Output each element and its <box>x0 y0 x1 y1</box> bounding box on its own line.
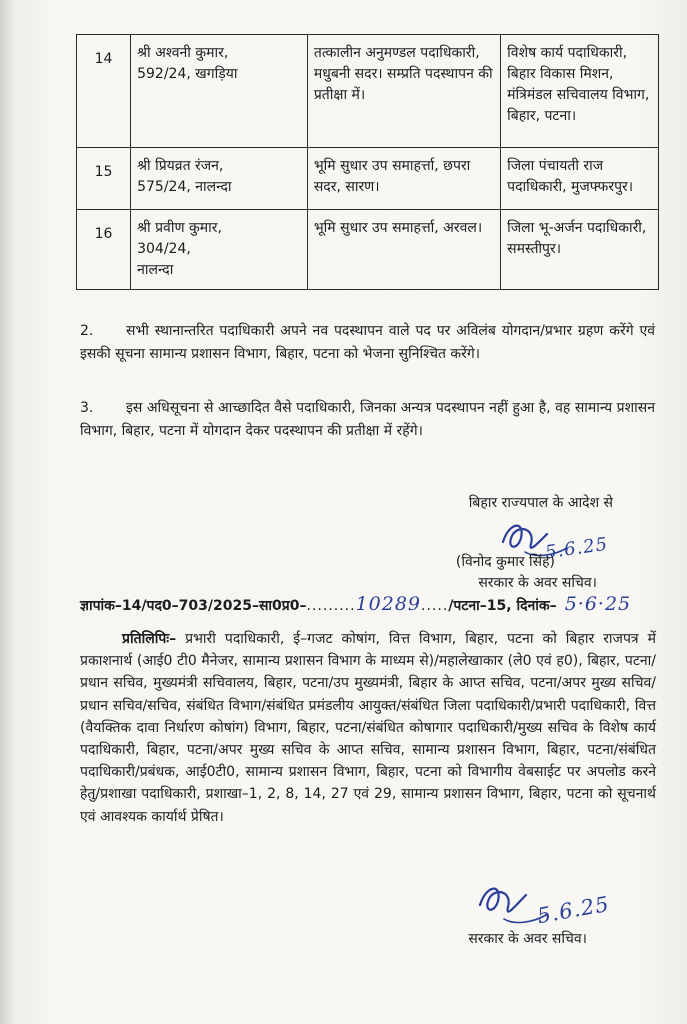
officer-batch-home: 575/24, नालन्दा <box>137 179 232 195</box>
officer-batch-home: 592/24, खगड़िया <box>137 66 238 82</box>
officer-home-district: नालन्दा <box>137 262 174 278</box>
signature-1-date: 5.6.25 <box>543 533 610 564</box>
officer-batch: 304/24, <box>137 241 191 257</box>
signature-2-designation: सरकार के अवर सचिव। <box>468 931 587 947</box>
paragraph-2 <box>80 320 655 365</box>
paragraph-number: 3. <box>80 400 94 416</box>
table-row <box>77 148 659 210</box>
table-row <box>77 210 659 290</box>
memo-place: /पटना–15, दिनांक– <box>448 598 557 614</box>
paragraph-3 <box>80 397 655 442</box>
current-post-cell: भूमि सुधार उप समाहर्त्ता, अरवल। <box>307 210 500 290</box>
scan-edge-shadow <box>0 0 14 1024</box>
memo-prefix: ज्ञापांक–14/पद0–703/2025–सा0प्र0– <box>80 598 307 614</box>
posting-table <box>76 34 659 290</box>
new-post-cell: विशेष कार्य पदाधिकारी, बिहार विकास मिशन, मंत्रिमंडल सचिवालय विभाग, बिहार, पटना। <box>501 35 659 148</box>
paragraph-number: 2. <box>80 323 94 339</box>
row-number: 16 <box>77 210 131 290</box>
signatory-designation: सरकार के अवर सचिव। <box>478 575 597 591</box>
officer-name: श्री प्रियव्रत रंजन, <box>137 158 224 174</box>
officer-name-cell <box>131 148 308 210</box>
table-row <box>77 35 659 148</box>
officer-name-cell <box>131 210 308 290</box>
paragraph-text: सभी स्थानान्तरित पदाधिकारी अपने नव पदस्थापन वाले पद पर अविलंब योगदान/प्रभार ग्रहण करेंगे एवं इसकी सूचना सामान्य प्रशासन विभाग, बिहार, पटना को भेजना सुनिश्चित करेंगे। <box>80 323 655 362</box>
memo-number: 10289 <box>355 593 422 615</box>
officer-name: श्री अश्वनी कुमार, <box>137 45 229 61</box>
row-number: 15 <box>77 148 131 210</box>
copy-to-paragraph <box>80 628 656 828</box>
copy-label: प्रतिलिपिः– <box>122 631 177 647</box>
row-number: 14 <box>77 35 131 148</box>
signature-2-date: 5.6.25 <box>535 891 612 929</box>
memo-dots-left: ......... <box>306 598 356 614</box>
copy-text: प्रभारी पदाधिकारी, ई–गजट कोषांग, वित्त विभाग, बिहार, पटना को बिहार राजपत्र में प्रकाशनार्थ (आई0 टी0 मैनेजर, सामान्य प्रशासन विभाग के माध्यम से)/महालेखाकार (ले0 एवं ह0), बिहार, पटना/ प्रधान सचिव, मुख्यमंत्री सचिवालय, बिहार, पटना/उप मुख्यमंत्री, बिहार के आप्त सचिव, पटना/अपर मुख्य सचिव/प्रधान सचिव/सचिव, संबंधित विभाग/संबंधित प्रमंडलीय आयुक्त/संबंधित जिला पदाधिकारी/प्रभारी पदाधिकारी, वित्त (वैयक्तिक दावा निर्धारण कोषांग) विभाग, बिहार, पटना/संबंधित कोषागार पदाधिकारी/मुख्य सचिव के विशेष कार्य पदाधिकारी, बिहार, पटना/अपर मुख्य सचिव के आप्त सचिव, सामान्य प्रशासन विभाग, बिहार, पटना/संबंधित पदाधिकारी/प्रबंधक, आई0टी0, सामान्य प्रशासन विभाग, बिहार, पटना को विभागीय वेबसाईट पर अपलोड करने हेतु/प्रशाखा पदाधिकारी, प्रशाखा–1, 2, 8, 14, 27 एवं 29, सामान्य प्रशासन विभाग, बिहार, पटना को सूचनार्थ एवं आवश्यक कार्यार्थ प्रेषित। <box>80 631 656 825</box>
memo-number-line <box>80 593 660 617</box>
officer-name: श्री प्रवीण कुमार, <box>137 220 222 236</box>
paragraph-text: इस अधिसूचना से आच्छादित वैसे पदाधिकारी, जिनका अन्यत्र पदस्थापन नहीं हुआ है, वह सामान्य प्रशासन विभाग, बिहार, पटना में योगदान देकर पदस्थापन की प्रतीक्षा में रहेंगे। <box>80 400 655 439</box>
new-post-cell: जिला पंचायती राज पदाधिकारी, मुजफ्फरपुर। <box>501 148 659 210</box>
current-post-cell: भूमि सुधार उप समाहर्त्ता, छपरा सदर, सारण। <box>307 148 500 210</box>
new-post-cell: जिला भू-अर्जन पदाधिकारी, समस्तीपुर। <box>501 210 659 290</box>
memo-dots-right: ..... <box>421 598 449 614</box>
memo-date: 5·6·25 <box>564 593 632 615</box>
current-post-cell: तत्कालीन अनुमण्डल पदाधिकारी, मधुबनी सदर। सम्प्रति पदस्थापन की प्रतीक्षा में। <box>307 35 500 148</box>
signatory-name: (विनोद कुमार सिंह) <box>455 554 555 570</box>
officer-name-cell <box>131 35 308 148</box>
order-line: बिहार राज्यपाल के आदेश से <box>468 495 613 511</box>
